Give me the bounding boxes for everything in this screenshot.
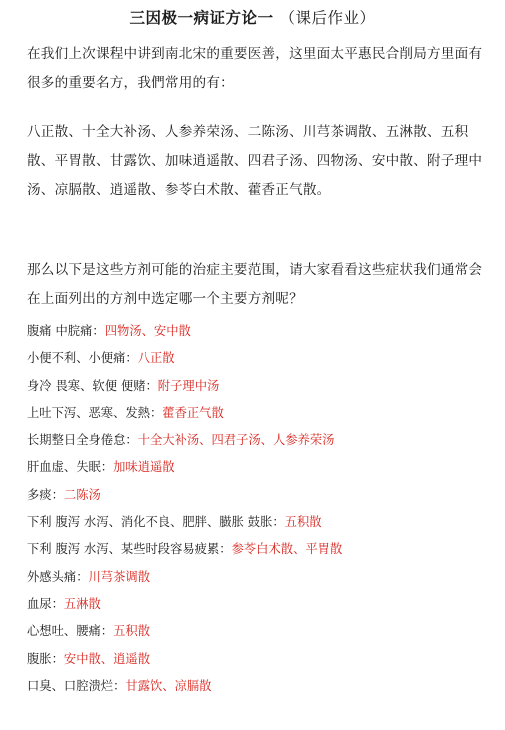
symptom-text: 外感头痛： [27, 569, 89, 584]
symptom-item [27, 427, 497, 454]
symptom-text: 口臭、口腔溃烂： [27, 678, 126, 693]
title-subtitle: （课后作业） [279, 9, 376, 27]
symptom-list [27, 318, 497, 700]
symptom-item [27, 618, 497, 645]
formula-answer: 藿香正气散 [162, 405, 224, 420]
formula-answer: 川芎茶调散 [88, 569, 150, 584]
symptom-text: 腹胀： [27, 651, 64, 666]
symptom-text: 身冷 畏寒、软便 便赌： [27, 378, 158, 393]
symptom-item [27, 591, 497, 618]
title-main: 三因极一病证方论一 [129, 8, 274, 27]
formula-answer: 安中散、逍遥散 [63, 651, 150, 666]
symptom-text: 血尿： [27, 596, 64, 611]
symptom-text: 多痰： [27, 487, 64, 502]
formula-answer: 十全大补汤、四君子汤、人参养荣汤 [137, 433, 335, 448]
symptom-item [27, 536, 497, 563]
intro-paragraph: 在我们上次课程中讲到南北宋的重要医善，这里面太平惠民合削局方里面有很多的重要名方，我們常用的有： [27, 46, 483, 91]
question-paragraph: 那么以下是这些方剂可能的治症主要范围，请大家看看这些症状我们通常会在上面列出的方剂中选定哪一个主要方剂呢？ [27, 262, 483, 307]
formula-answer: 四物汤、安中散 [104, 324, 191, 338]
symptom-item [27, 673, 497, 700]
symptom-text: 肝血虚、失眠： [27, 460, 114, 475]
symptom-item [27, 646, 497, 673]
symptom-text: 下利 腹泻 水泻、某些时段容易疲累： [27, 542, 232, 557]
symptom-text: 小便不利、小便痛： [27, 351, 138, 366]
symptom-text: 心想吐、腰痛： [27, 624, 114, 639]
formula-answer: 五淋散 [63, 596, 101, 611]
document-title [0, 6, 505, 28]
formula-answer: 五积散 [113, 624, 150, 639]
symptom-text: 上吐下泻、恶寒、发熱： [27, 405, 163, 420]
formula-answer: 甘露饮、凉膈散 [125, 678, 212, 693]
symptom-text: 腹痛 中脘痛： [27, 324, 105, 338]
symptom-item [27, 400, 497, 427]
symptom-text: 下利 腹泻 水泻、消化不良、肥胖、臌胀 鼓胀： [27, 515, 285, 530]
symptom-item [27, 318, 497, 345]
formula-answer: 加味逍遥散 [113, 460, 175, 475]
formula-answer: 二陈汤 [63, 487, 101, 502]
formula-answer: 参苓白术散、平胃散 [231, 542, 343, 557]
formula-answer: 五积散 [284, 515, 322, 530]
formula-answer: 八正散 [137, 351, 175, 366]
symptom-item [27, 454, 497, 481]
formula-answer: 附子理中汤 [157, 378, 220, 393]
symptom-item [27, 564, 497, 591]
symptom-text: 长期整日全身倦怠： [27, 433, 138, 448]
symptom-item [27, 373, 497, 400]
symptom-item [27, 509, 497, 536]
symptom-item [27, 482, 497, 509]
symptom-item [27, 345, 497, 372]
formula-list-paragraph: 八正散、十全大补汤、人参养荣汤、二陈汤、川芎茶调散、五淋散、五积散、平胃散、甘露饮、加味逍遥散、四君子汤、四物汤、安中散、附子理中汤、凉膈散、逍遥散、参苓白术散、藿香正气散。 [27, 124, 483, 198]
